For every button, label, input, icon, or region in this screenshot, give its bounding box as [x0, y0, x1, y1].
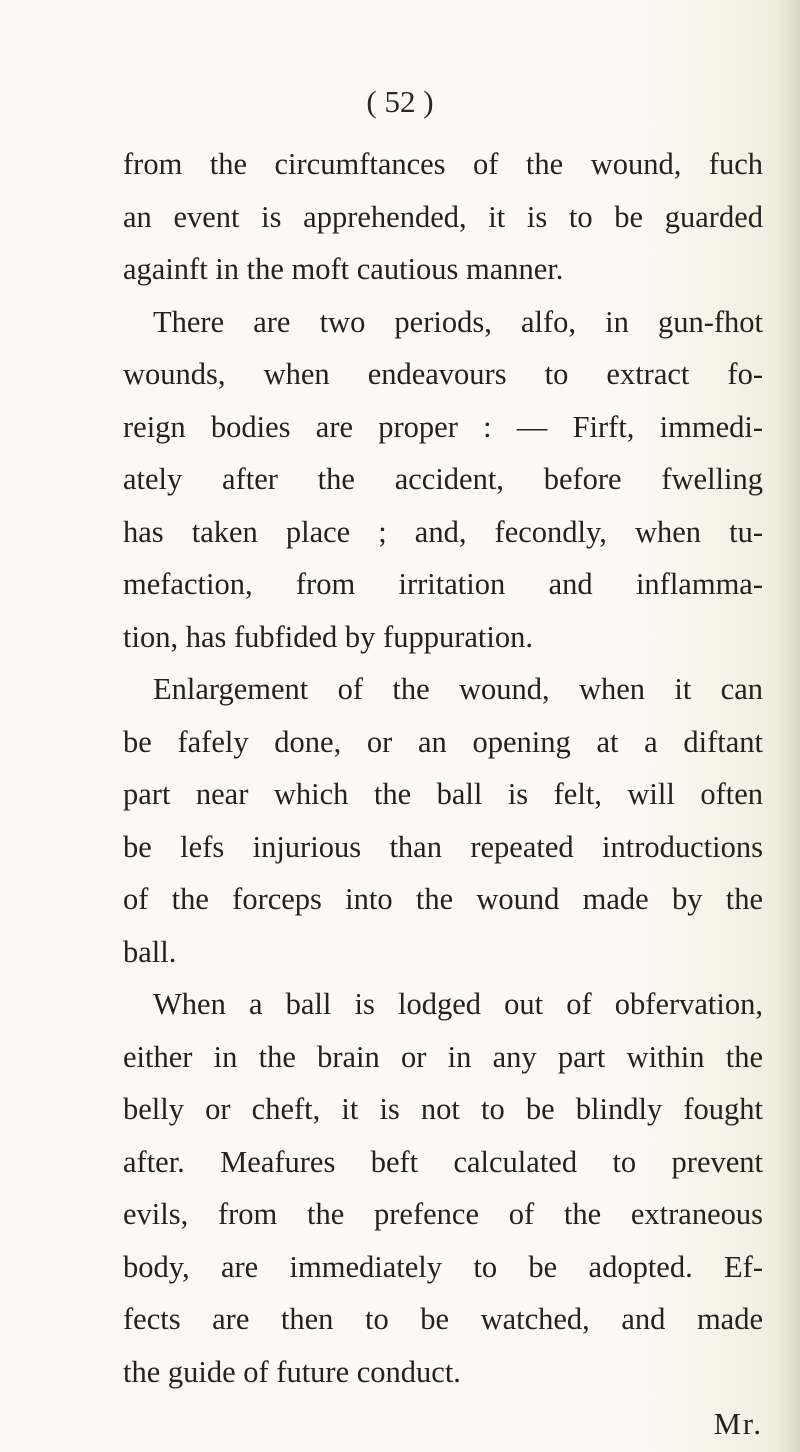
text-line: body, are immediately to be adopted. Ef- — [123, 1249, 763, 1284]
text-line: be fafely done, or an opening at a diftant — [123, 724, 763, 759]
text-line: has taken place ; and, fecondly, when tu- — [123, 514, 763, 549]
text-line: belly or cheft, it is not to be blindly fought — [123, 1092, 763, 1126]
text-line: wounds, when endeavours to extract fo- — [123, 357, 763, 391]
page-edge-shadow — [778, 0, 800, 1452]
text-line: the guide of future conduct. — [123, 1354, 461, 1389]
text-line: be lefs injurious than repeated introductions — [123, 829, 763, 864]
text-line: reign bodies are proper : — Firft, immedi- — [123, 409, 763, 444]
page-number: ( 52 ) — [366, 84, 434, 119]
body-text — [123, 138, 763, 1451]
catchword: Mr. — [713, 1407, 763, 1441]
paragraph-start-line: There are two periods, alfo, in gun-fhot — [153, 304, 763, 339]
text-line: ately after the accident, before fwelling — [123, 462, 763, 496]
text-line: of the forceps into the wound made by the — [123, 882, 763, 916]
text-line: ball. — [123, 934, 177, 969]
text-line: mefaction, from irritation and inflamma- — [123, 567, 763, 601]
text-line: tion, has fubfided by fuppuration. — [123, 619, 533, 654]
text-line: evils, from the prefence of the extraneous — [123, 1197, 763, 1231]
text-line: againft in the moft cautious manner. — [123, 252, 564, 286]
text-line: from the circumftances of the wound, fuch — [123, 147, 763, 181]
text-line: an event is apprehended, it is to be guarded — [123, 199, 763, 234]
paragraph-start-line: Enlargement of the wound, when it can — [153, 672, 763, 706]
text-line: part near which the ball is felt, will often — [123, 777, 763, 811]
text-line: after. Meafures beft calculated to prevent — [123, 1144, 763, 1179]
paragraph-start-line: When a ball is lodged out of obfervation, — [153, 987, 763, 1021]
text-line: either in the brain or in any part within the — [123, 1039, 763, 1074]
text-line: fects are then to be watched, and made — [123, 1302, 763, 1336]
